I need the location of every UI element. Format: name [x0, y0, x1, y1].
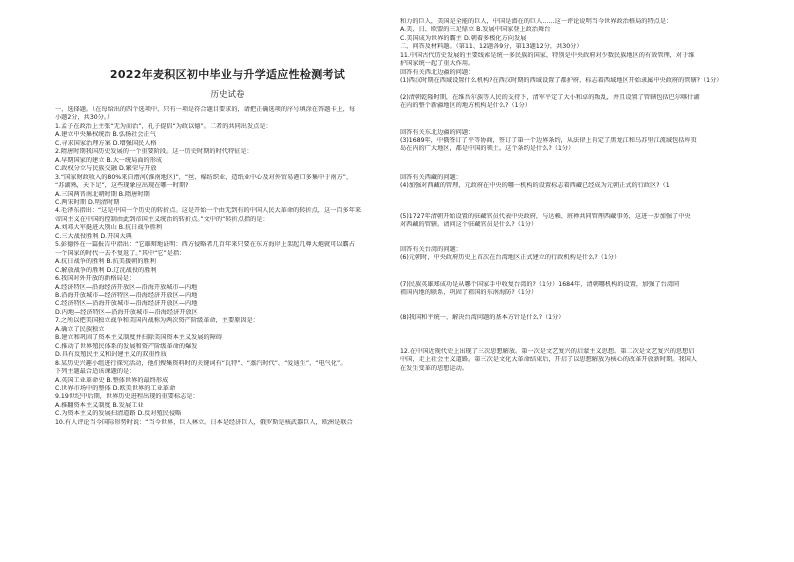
text-line: 12.在中国近现代史上出现了三次思想解放。第一次是文艺复兴的启蒙主义思想。第二次是文艺复兴的思想启 [400, 347, 695, 355]
text-line: 一、选择题。（在每给出的四个选项中，只有一项是符合题目要求的，请把正确选项的序号填涂在答题卡上，每 [55, 106, 356, 113]
text-line: 2.隋唐时期我国历史发展的一个重要阶段。这一历史时期的时代特征是： [55, 148, 253, 156]
text-line: 4.毛泽东指出：“这是中国一个历史的转折点。这是开始一个由无到有的中国人民大革命的转折点，这一百多年来 [55, 207, 362, 215]
text-line: C.解放战争的胜利 D.辽沈战役的胜利 [55, 266, 157, 274]
answer-space[interactable] [400, 111, 745, 129]
text-line: (6)元朝时，中央政府历史上首次在台湾地区正式建立的行政机构是什么?（1分） [400, 254, 621, 262]
answer-space[interactable] [400, 154, 745, 174]
text-line: 回答有关西藏的问题： [400, 173, 462, 181]
text-line: 回答有关东北边疆的问题： [400, 128, 475, 136]
answer-space[interactable] [400, 191, 745, 213]
text-line: 8.某历史兴趣小组进行探究活动，他们搜集资料时的关键词有“瓦特”、“蒸汽时代”、“爱迪生”、“电气化”。 [55, 359, 347, 367]
text-line: 回答有关西北边疆的问题： [400, 68, 475, 76]
text-line: 5.彭德怀在一篇报告中指出：“它雄辩地证明：西方侵略者几百年来只要在东方海岸上架起几尊大炮就可以霸占 [55, 241, 355, 249]
answer-space[interactable] [400, 322, 745, 348]
text-line: 二、问答及材料题。（第11、12题各9分，第13题12分，共30分） [400, 43, 583, 51]
text-line: 3.“国家财政收入的80%来自漕河(淮南地区)”，“丝、棉纺织业、造纸业中心及对外贸易港口多集中于南方”， [55, 173, 353, 181]
text-line: 在内的整个新疆地区的地方机构是什么?（1分） [400, 102, 531, 110]
text-line: D.具有反殖民主义和封建主义的双重性质 [55, 351, 167, 359]
text-line: 下列主题最合适该课题的是： [55, 368, 136, 376]
text-line: 1.孟子在政治上主张“无为而治”，孔子提倡“为政以德”。二者的共同出发点是： [55, 122, 272, 130]
text-line: A.经济特区—沿海经济开放区—沿海开放城市—内地 [55, 283, 198, 291]
page-title: 2022年麦积区初中毕业与升学适应性检测考试 [109, 68, 346, 81]
text-line: 对西藏的管辖。请问这个驻藏官员是什么?（1分） [400, 221, 538, 229]
text-line: A.抗日战争的胜利 B.抗美援朝的胜利 [55, 258, 156, 266]
text-line: A.早期国家的建立 B.大一统局面的形成 [55, 156, 163, 164]
answer-space[interactable] [400, 263, 745, 281]
text-line: A.推翻资本主义制度 B.发展工业 [55, 401, 144, 409]
question-block [400, 314, 745, 348]
text-line: C.三大战役胜利 D.开国大典 [55, 232, 132, 240]
text-line: C.两宋时期 D.明清时期 [55, 198, 120, 206]
text-line: A.建立中央集权统治 B.弘扬社会正气 [55, 131, 156, 139]
text-line: 6.我国对外开放的新格局是： [55, 275, 136, 283]
text-line: 9.19世纪中后期，世界历史进程出现的重要标志是： [55, 393, 199, 401]
text-line: C.世界市场中的整体 D.欧美世界的工业革命 [55, 384, 176, 392]
text-line: 岛在内的广大地区，都是中国的领土。这个条约是什么?（1分） [400, 145, 575, 153]
text-line: 在发生变革的思想运动。 [400, 364, 469, 372]
text-line: 护国家统一起了重大作用。 [400, 60, 475, 68]
question-block [400, 174, 745, 213]
text-line: A.英国工业革命史 B.整体世界的最终形成 [55, 376, 169, 384]
text-line: “苏湖熟，天下足”，这些现象应出现在哪一时期? [55, 182, 189, 190]
text-line: C.美国成为世界的霸主 D.朝着多极化方向发展 [400, 34, 527, 42]
left-column [55, 18, 400, 427]
text-line: 祖国内地的联系，巩固了祖国的东南海防?（1分） [400, 289, 538, 297]
left-question-list [55, 106, 400, 427]
text-line: (8)我国和平统一、解决台湾问题的基本方针是什么?（1分） [400, 313, 565, 321]
question-block [400, 246, 745, 281]
text-line: 一个国家的时代一去不复返了。”其中“它”是指： [55, 249, 186, 257]
right-question-sections [400, 77, 745, 373]
text-line: B.建立和巩固了资本主义制度并扫除美国资本主义发展的障碍 [55, 334, 223, 342]
text-line: (7)民族英雄郑成功是从哪个国家手中收复台湾的?（1分）1684年，清朝哪机构的设置，加强了台湾同 [400, 280, 680, 288]
page-subtitle: 历史试卷 [210, 90, 245, 100]
text-line: 回答有关台湾的问题： [400, 245, 462, 253]
text-line: C.为资本主义的发展扫清道路 D.反对殖民侵略 [55, 410, 182, 418]
text-line: (3)1689年，中俄签订了平等协商，签订了第一个边界条约，从法律上肯定了黑龙江和乌苏里江流域包括库页 [400, 136, 697, 144]
text-line: 和力的巨人，美国是全能的巨人，中国是潜在的巨人……这一评论说明当今世界政治格局的特点是： [400, 18, 673, 25]
text-line: 中国，走上社会主义道路。第三次是文化大革命结束后，开启了以思想解放为核心的改革开放新时期。我国人 [400, 356, 697, 364]
question-block [400, 129, 745, 174]
question-block [400, 77, 745, 128]
text-line: A.美、日、欧盟的三足鼎立 B.发展中国家登上政治舞台 [400, 26, 551, 34]
right-top-text [400, 18, 745, 77]
question-block [400, 348, 745, 373]
text-line: C.推动了世界殖民体系的发展和资产阶级革命的爆发 [55, 342, 198, 350]
text-line: 10.有人评论当今国际形势时说：“当今世界，巨人林立。日本是经济巨人，俄罗斯是核武器巨人，欧洲是联合 [55, 418, 353, 426]
text-line: C.寻求国家治理方案 D.增强国民人格 [55, 139, 157, 147]
text-line: C.政权分立与民族交融 D.繁荣与开放 [55, 165, 157, 173]
question-block [400, 281, 745, 314]
text-line: 帝国主义在中国的控制由此到帝国主义统治的转折点。”文中的“转折点指的是： [55, 215, 269, 223]
text-line: 11.中国古代历史发展的主要线索是统一多民族的国家，特别是中央政府对少数民族地区的有效管理，对于维 [400, 51, 695, 59]
text-line: C.经济特区—沿海开放城市—沿海经济开放区—内地 [55, 300, 198, 308]
text-line [400, 86, 745, 94]
text-line: A.三国两晋南北朝时期 B.隋唐时期 [55, 190, 150, 198]
text-line: (1)西汉时期在西域设置什么机构?在西汉时期的西域设置了都护府，标志着西域地区开始隶属中央政府的管辖?（1分） [400, 77, 723, 85]
answer-space[interactable] [400, 230, 745, 246]
text-line: (2)清朝乾隆时期，在维吾尔族等人民的支持下，清军平定了大小和卓的叛乱，并且设置了管辖包括巴尔喀什湖 [400, 93, 700, 101]
text-line: D.内地—经济特区—沿海开放城市—沿海经济开放区 [55, 308, 198, 316]
text-line: 小题2分，共30分。） [55, 114, 114, 122]
right-column [400, 18, 745, 373]
text-line: A.确立了民族独立 [55, 325, 105, 333]
text-line: (4)加强对西藏的管理，元政府在中央的哪一机构的设置标志着西藏已经成为元朝正式的行政区?（1 [400, 182, 670, 190]
text-line: A.刘邓大军挺进大别山 B.抗日战争胜利 [55, 224, 163, 232]
answer-space[interactable] [400, 298, 745, 314]
text-line: 7.之所以把美国独立战争和美国内战称为两次资产阶级革命，主要原因是： [55, 317, 259, 325]
text-line: (5)1727年清朝开始设置的驻藏官员代表中央政府，与达赖、班禅共同管理西藏事务，这进一步加强了中央 [400, 212, 691, 220]
text-line: B.沿海开放城市—经济特区—沿海经济开放区—内地 [55, 291, 198, 299]
question-block [400, 213, 745, 246]
